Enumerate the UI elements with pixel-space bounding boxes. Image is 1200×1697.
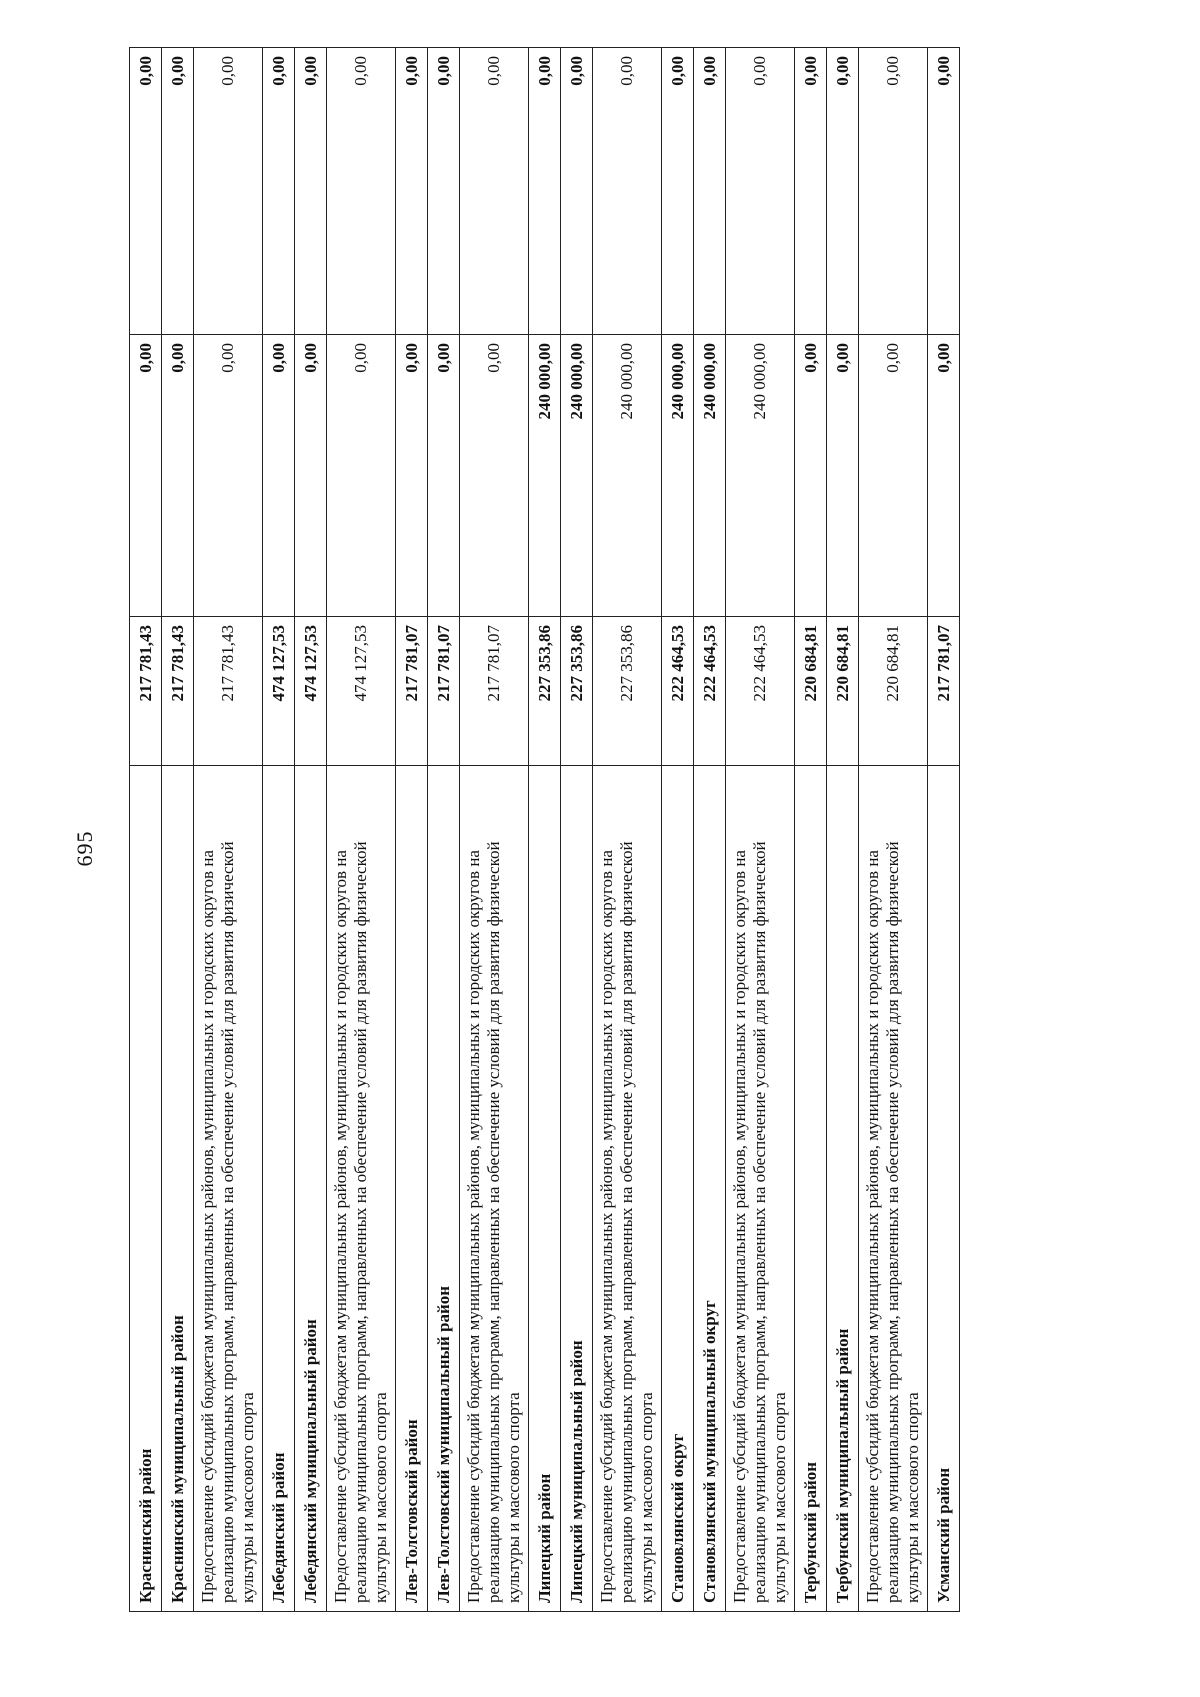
page-number: 695 [72,830,97,867]
value-col-1-cell: 217 781,43 [194,617,263,766]
value-col-3-cell: 0,00 [130,48,162,335]
value-col-2-cell: 0,00 [194,335,263,617]
value-col-2-cell: 240 000,00 [593,335,662,617]
value-col-3-cell: 0,00 [263,48,295,335]
row-name-cell: Предоставление субсидий бюджетам муниципальных районов, муниципальных и городских округов на реализацию муниципальных программ, направленных на обеспечение условий для развития физической культуры и массового спорта [327,766,396,1612]
value-col-2-cell: 240 000,00 [529,335,561,617]
value-col-1-cell: 222 464,53 [662,617,694,766]
value-col-2-cell: 0,00 [928,335,960,617]
value-col-3-cell: 0,00 [327,48,396,335]
value-col-3-cell: 0,00 [295,48,327,335]
region-row [795,48,827,1612]
region-row [662,48,694,1612]
row-name-cell: Краснинский район [130,766,162,1612]
detail-row [726,48,795,1612]
value-col-1-cell: 220 684,81 [795,617,827,766]
value-col-3-cell: 0,00 [795,48,827,335]
region-row [529,48,561,1612]
value-col-1-cell: 227 353,86 [561,617,593,766]
value-col-2-cell: 0,00 [162,335,194,617]
value-col-3-cell: 0,00 [662,48,694,335]
row-name-cell: Предоставление субсидий бюджетам муниципальных районов, муниципальных и городских округов на реализацию муниципальных программ, направленных на обеспечение условий для развития физической культуры и массового спорта [194,766,263,1612]
value-col-2-cell: 0,00 [827,335,859,617]
value-col-2-cell: 0,00 [130,335,162,617]
value-col-3-cell: 0,00 [194,48,263,335]
value-col-2-cell: 0,00 [396,335,428,617]
value-col-1-cell: 222 464,53 [726,617,795,766]
row-name-cell: Лебедянский район [263,766,295,1612]
value-col-3-cell: 0,00 [428,48,460,335]
muni-row [295,48,327,1612]
row-name-cell: Предоставление субсидий бюджетам муниципальных районов, муниципальных и городских округов на реализацию муниципальных программ, направленных на обеспечение условий для развития физической культуры и массового спорта [593,766,662,1612]
value-col-2-cell: 0,00 [428,335,460,617]
value-col-1-cell: 217 781,43 [162,617,194,766]
detail-row [460,48,529,1612]
value-col-3-cell: 0,00 [694,48,726,335]
region-row [396,48,428,1612]
detail-row [593,48,662,1612]
value-col-1-cell: 217 781,07 [396,617,428,766]
region-row [928,48,960,1612]
row-name-cell: Предоставление субсидий бюджетам муниципальных районов, муниципальных и городских округов на реализацию муниципальных программ, направленных на обеспечение условий для развития физической культуры и массового спорта [726,766,795,1612]
muni-row [694,48,726,1612]
value-col-2-cell: 0,00 [460,335,529,617]
value-col-3-cell: 0,00 [460,48,529,335]
row-name-cell: Предоставление субсидий бюджетам муниципальных районов, муниципальных и городских округов на реализацию муниципальных программ, направленных на обеспечение условий для развития физической культуры и массового спорта [460,766,529,1612]
value-col-3-cell: 0,00 [859,48,928,335]
budget-table [129,47,960,1612]
row-name-cell: Лев-Толстовский муниципальный район [428,766,460,1612]
value-col-3-cell: 0,00 [726,48,795,335]
value-col-3-cell: 0,00 [162,48,194,335]
value-col-1-cell: 227 353,86 [593,617,662,766]
row-name-cell: Липецкий район [529,766,561,1612]
value-col-2-cell: 0,00 [795,335,827,617]
value-col-3-cell: 0,00 [561,48,593,335]
row-name-cell: Тербунский муниципальный район [827,766,859,1612]
value-col-1-cell: 217 781,07 [928,617,960,766]
value-col-1-cell: 217 781,43 [130,617,162,766]
value-col-1-cell: 220 684,81 [827,617,859,766]
row-name-cell: Тербунский район [795,766,827,1612]
region-row [263,48,295,1612]
budget-table-body [130,48,960,1612]
detail-row [194,48,263,1612]
muni-row [428,48,460,1612]
row-name-cell: Лев-Толстовский район [396,766,428,1612]
value-col-2-cell: 0,00 [295,335,327,617]
value-col-2-cell: 240 000,00 [726,335,795,617]
detail-row [327,48,396,1612]
value-col-3-cell: 0,00 [396,48,428,335]
value-col-1-cell: 222 464,53 [694,617,726,766]
muni-row [162,48,194,1612]
value-col-3-cell: 0,00 [827,48,859,335]
value-col-3-cell: 0,00 [593,48,662,335]
muni-row [561,48,593,1612]
row-name-cell: Становлянский округ [662,766,694,1612]
value-col-2-cell: 240 000,00 [662,335,694,617]
value-col-2-cell: 0,00 [859,335,928,617]
value-col-3-cell: 0,00 [529,48,561,335]
value-col-2-cell: 0,00 [263,335,295,617]
row-name-cell: Лебедянский муниципальный район [295,766,327,1612]
value-col-1-cell: 217 781,07 [460,617,529,766]
row-name-cell: Предоставление субсидий бюджетам муниципальных районов, муниципальных и городских округов на реализацию муниципальных программ, направленных на обеспечение условий для развития физической культуры и массового спорта [859,766,928,1612]
value-col-2-cell: 240 000,00 [694,335,726,617]
value-col-1-cell: 474 127,53 [327,617,396,766]
value-col-3-cell: 0,00 [928,48,960,335]
value-col-1-cell: 217 781,07 [428,617,460,766]
row-name-cell: Становлянский муниципальный округ [694,766,726,1612]
value-col-1-cell: 474 127,53 [295,617,327,766]
row-name-cell: Краснинский муниципальный район [162,766,194,1612]
value-col-1-cell: 227 353,86 [529,617,561,766]
value-col-1-cell: 220 684,81 [859,617,928,766]
row-name-cell: Липецкий муниципальный район [561,766,593,1612]
value-col-2-cell: 0,00 [327,335,396,617]
detail-row [859,48,928,1612]
region-row [130,48,162,1612]
row-name-cell: Усманский район [928,766,960,1612]
value-col-2-cell: 240 000,00 [561,335,593,617]
value-col-1-cell: 474 127,53 [263,617,295,766]
muni-row [827,48,859,1612]
